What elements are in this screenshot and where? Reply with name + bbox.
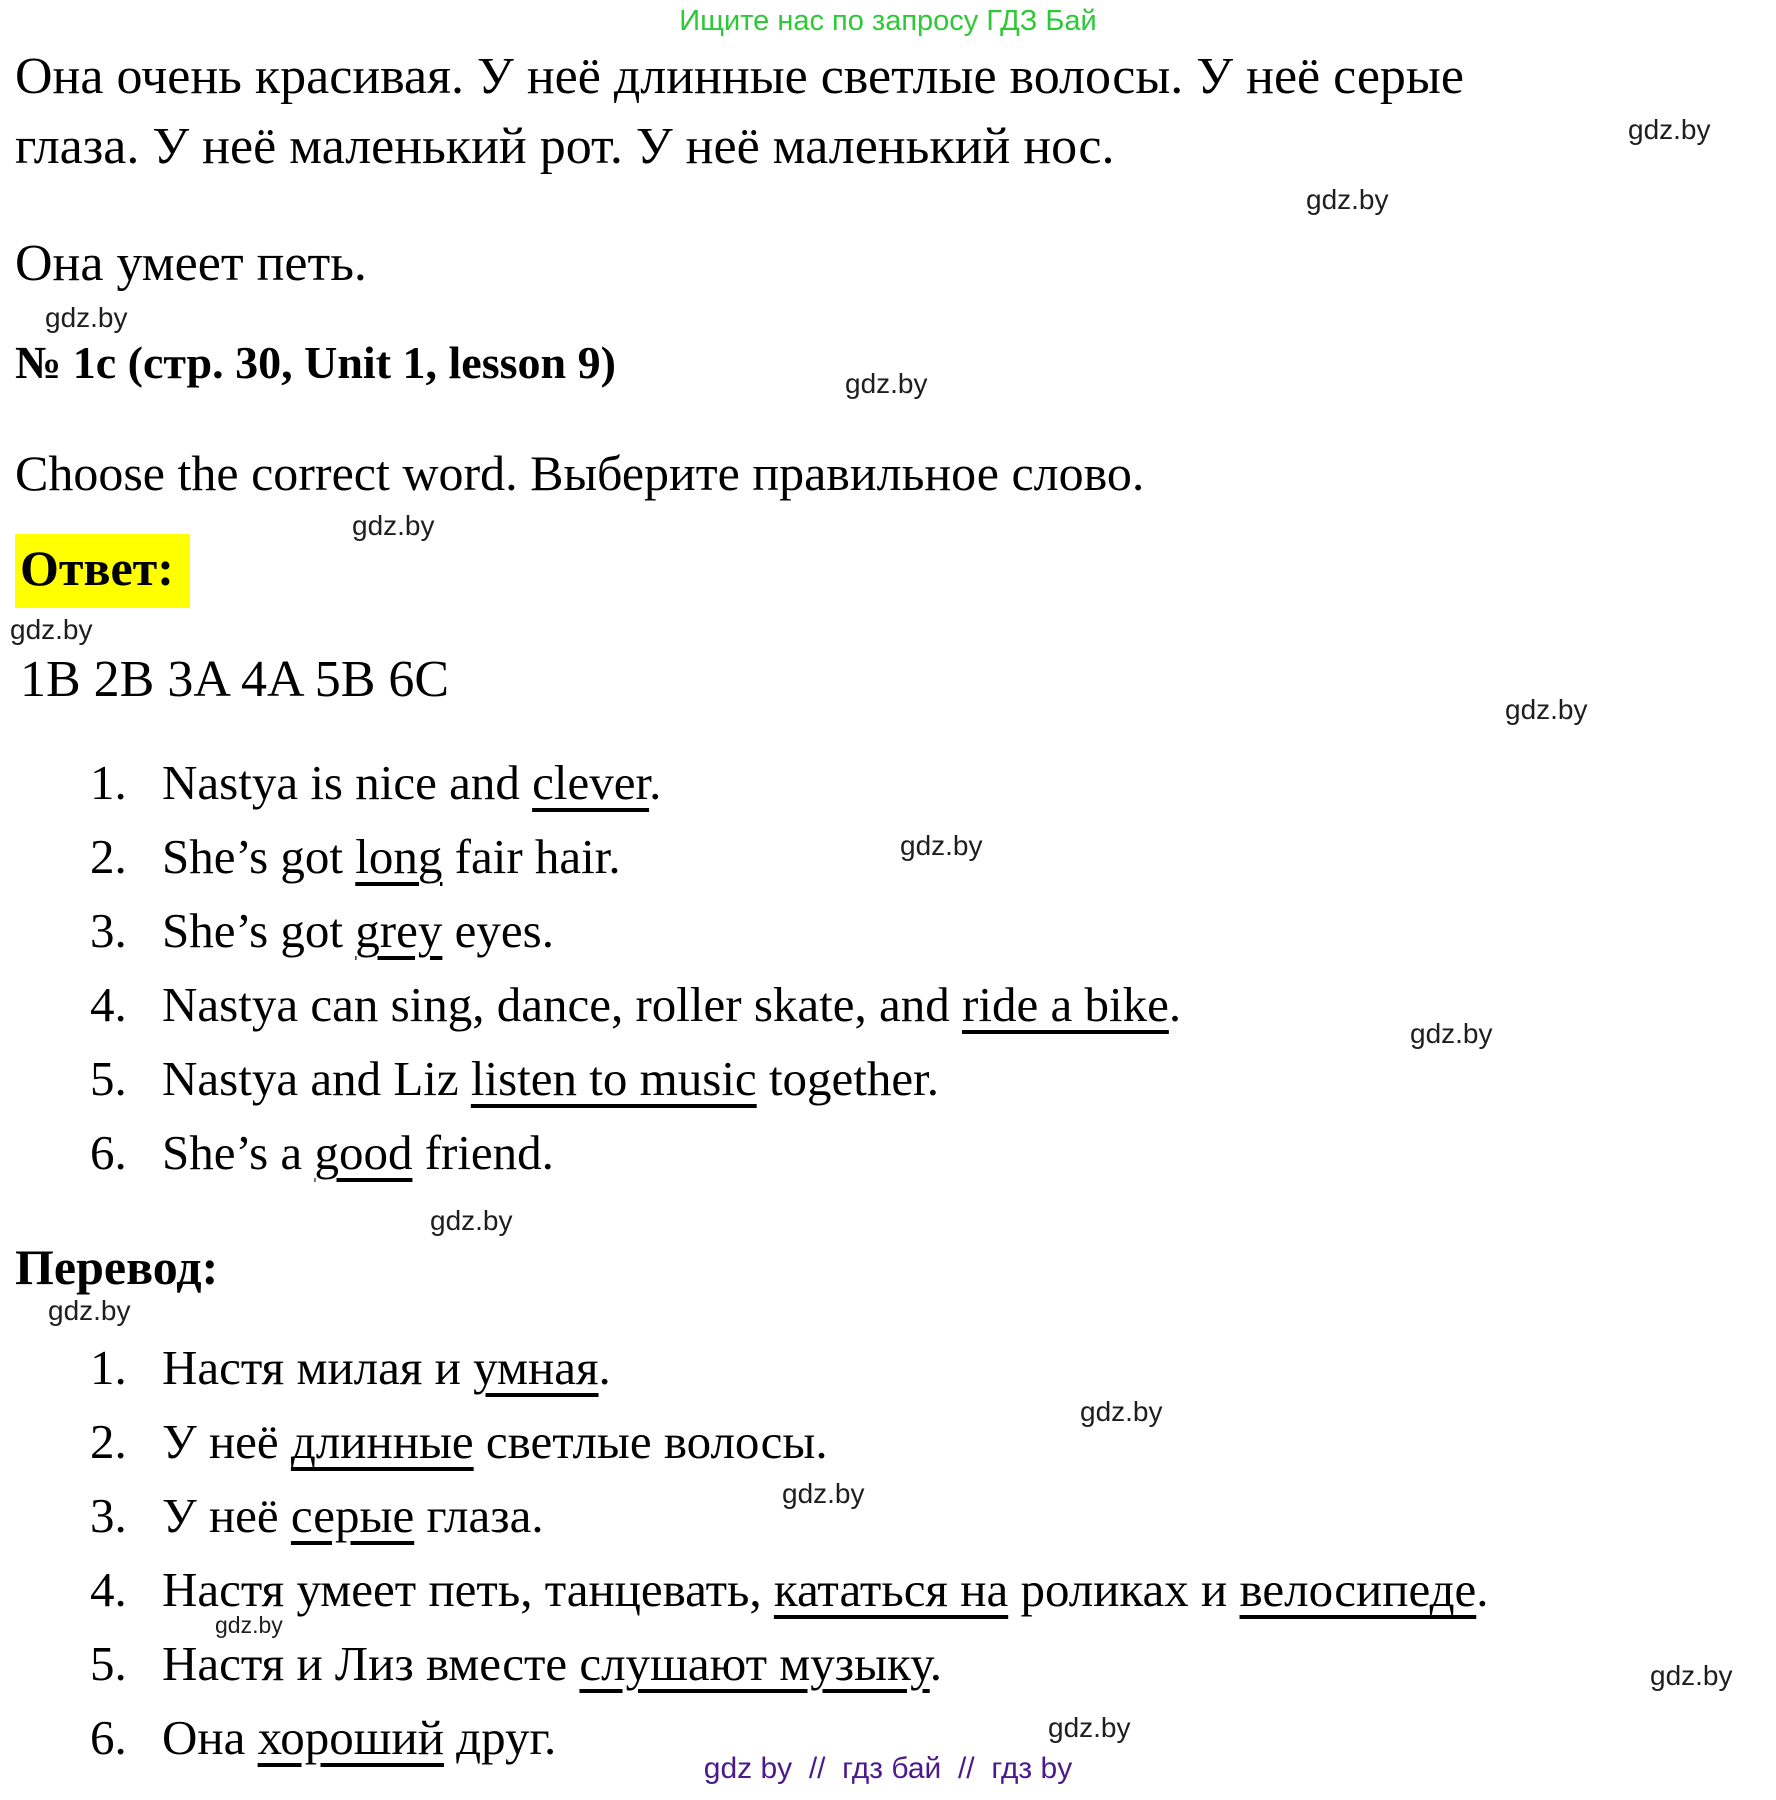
item-number: 2. — [90, 1414, 127, 1469]
underlined-answer-word: good — [314, 1125, 413, 1180]
underlined-answer-word: listen to music — [470, 1051, 757, 1106]
gdzby-watermark: gdz.by — [1410, 1018, 1493, 1049]
text-segment: Настя и Лиз вместе — [162, 1636, 580, 1691]
text-segment: У неё — [162, 1414, 291, 1469]
intro-sentence: Она умеет петь. — [15, 235, 367, 292]
item-number: 5. — [90, 1051, 127, 1106]
text-segment: eyes. — [442, 903, 554, 958]
underlined-answer-word: long — [355, 829, 443, 884]
item-number: 1. — [90, 755, 127, 810]
gdzby-watermark: gdz.by — [1628, 114, 1711, 145]
item-text — [162, 1331, 611, 1405]
gdzby-watermark: gdz.by — [900, 830, 983, 861]
list-item — [90, 1627, 1489, 1701]
task-heading: № 1c (стр. 30, Unit 1, lesson 9) — [15, 337, 616, 388]
footer-watermark: gdz by // гдз бай // гдз by — [703, 1752, 1073, 1785]
text-segment: She’s a — [162, 1125, 315, 1180]
text-segment: She’s got — [162, 829, 356, 884]
text-segment: . — [929, 1636, 942, 1691]
text-segment: . — [1168, 977, 1182, 1032]
gdzby-watermark: gdz.by — [1505, 694, 1588, 725]
item-number: 6. — [90, 1125, 127, 1180]
list-item — [90, 968, 1181, 1042]
text-segment: друг. — [443, 1710, 557, 1765]
text-segment: . — [1476, 1562, 1489, 1617]
item-text — [162, 1553, 1489, 1627]
underlined-answer-word: кататься на — [773, 1562, 1009, 1617]
translation-sentence-list — [90, 1331, 1489, 1775]
text-segment: У неё — [162, 1488, 291, 1543]
underlined-answer-word: clever — [532, 755, 650, 810]
item-text — [162, 968, 1181, 1042]
gdzby-watermark: gdz.by — [1080, 1396, 1163, 1427]
text-segment: together. — [756, 1051, 940, 1106]
task-instruction: Choose the correct word. Выберите правильное слово. — [15, 445, 1145, 501]
list-item — [90, 894, 1181, 968]
gdzby-watermark: gdz.by — [1048, 1712, 1131, 1743]
answer-label-highlighted: Ответ: — [15, 534, 190, 608]
list-item — [90, 1116, 1181, 1190]
item-text — [162, 820, 621, 894]
underlined-answer-word: слушают музыку — [579, 1636, 930, 1691]
gdzby-watermark: gdz.by — [845, 368, 928, 399]
item-text — [162, 1116, 554, 1190]
item-number: 4. — [90, 1562, 127, 1617]
list-item — [90, 820, 1181, 894]
promo-banner: Ищите нас по запросу ГДЗ Бай — [679, 5, 1097, 37]
paragraph-line: глаза. У неё маленький рот. У неё маленький нос. — [15, 118, 1115, 175]
list-item — [90, 1042, 1181, 1116]
item-text — [162, 1479, 544, 1553]
list-item — [90, 1553, 1489, 1627]
list-item — [90, 746, 1181, 820]
text-segment: . — [598, 1340, 611, 1395]
item-number: 4. — [90, 977, 127, 1032]
answer-section — [15, 534, 190, 608]
gdzby-watermark: gdz.by — [215, 1612, 283, 1638]
gdzby-watermark: gdz.by — [1306, 184, 1389, 215]
item-number: 3. — [90, 903, 127, 958]
text-segment: роликах и — [1008, 1562, 1240, 1617]
gdzby-watermark: gdz.by — [1650, 1660, 1733, 1691]
text-segment: Nastya is nice and — [162, 755, 533, 810]
list-item — [90, 1331, 1489, 1405]
text-segment: Настя милая и — [162, 1340, 474, 1395]
text-segment: fair hair. — [442, 829, 621, 884]
gdzby-watermark: gdz.by — [782, 1478, 865, 1509]
text-segment: Nastya and Liz — [162, 1051, 471, 1106]
text-segment: friend. — [412, 1125, 554, 1180]
item-number: 3. — [90, 1488, 127, 1543]
item-text — [162, 1405, 828, 1479]
item-text — [162, 746, 661, 820]
gdzby-watermark: gdz.by — [352, 510, 435, 541]
item-text — [162, 1042, 939, 1116]
text-segment: Настя умеет петь, танцевать, — [162, 1562, 774, 1617]
gdzby-watermark: gdz.by — [45, 302, 128, 333]
text-segment: Nastya can sing, dance, roller skate, and — [162, 977, 963, 1032]
text-segment: . — [649, 755, 662, 810]
answer-letters: 1B 2B 3A 4A 5B 6C — [20, 651, 450, 708]
underlined-answer-word: длинные — [290, 1414, 474, 1469]
text-segment: глаза. — [414, 1488, 544, 1543]
item-number: 6. — [90, 1710, 127, 1765]
english-sentence-list — [90, 746, 1181, 1190]
list-item — [90, 1405, 1489, 1479]
gdzby-watermark: gdz.by — [430, 1205, 513, 1236]
item-number: 2. — [90, 829, 127, 884]
underlined-answer-word: умная — [473, 1340, 599, 1395]
translation-label: Перевод: — [15, 1239, 219, 1295]
underlined-answer-word: хороший — [257, 1710, 444, 1765]
text-segment: She’s got — [162, 903, 356, 958]
underlined-answer-word: велосипеде — [1239, 1562, 1477, 1617]
gdzby-watermark: gdz.by — [10, 614, 93, 645]
item-text — [162, 894, 554, 968]
text-segment: Она — [162, 1710, 258, 1765]
underlined-answer-word: grey — [355, 903, 443, 958]
gdzby-watermark: gdz.by — [48, 1295, 131, 1326]
paragraph-line: Она очень красивая. У неё длинные светлые волосы. У неё серые — [15, 48, 1464, 105]
text-segment: светлые волосы. — [473, 1414, 828, 1469]
underlined-answer-word: серые — [290, 1488, 415, 1543]
intro-paragraph — [15, 42, 1464, 182]
underlined-answer-word: ride a bike — [962, 977, 1169, 1032]
item-number: 1. — [90, 1340, 127, 1395]
item-number: 5. — [90, 1636, 127, 1691]
